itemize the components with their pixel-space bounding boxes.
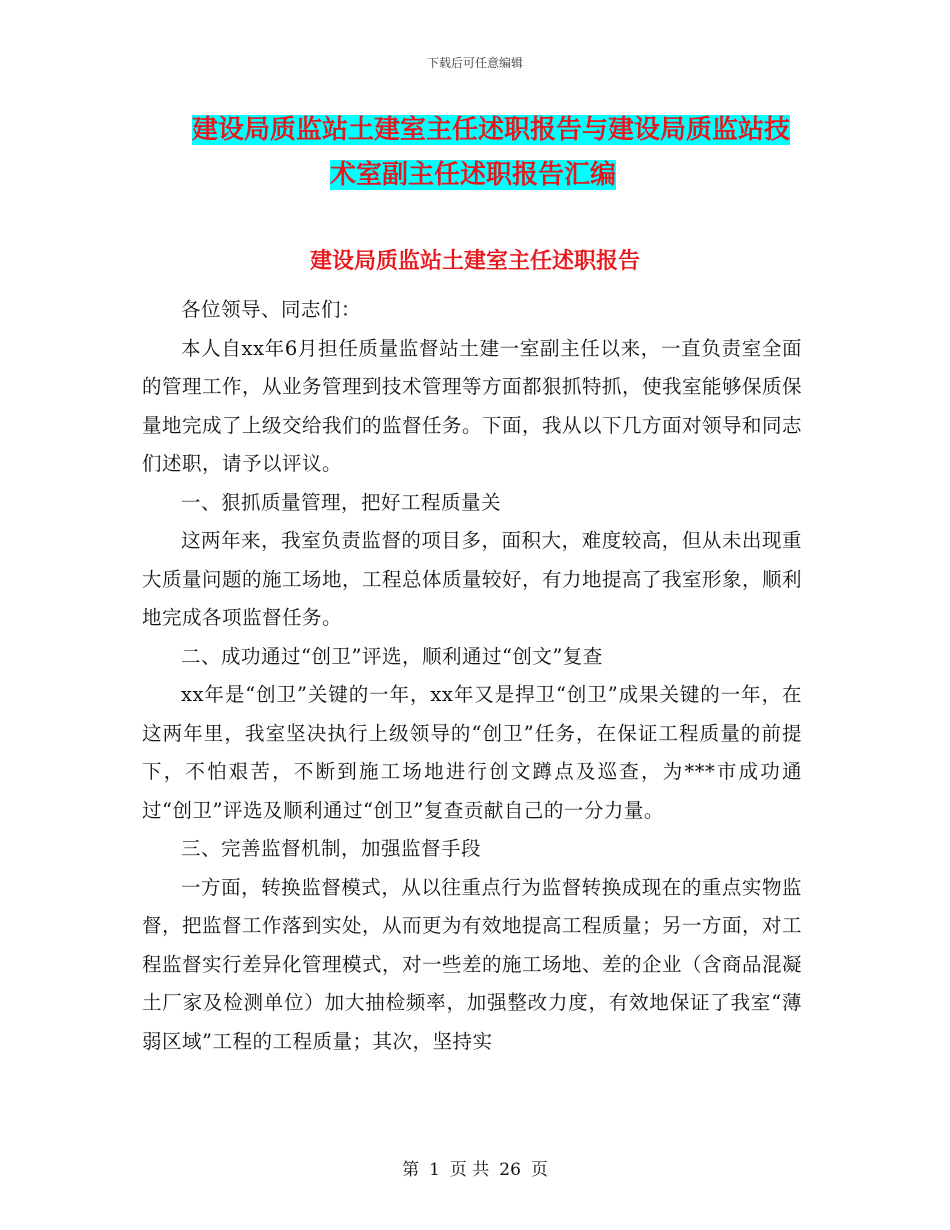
- heading-two: 二、成功通过“创卫”评选，顺利通过“创文”复查: [181, 644, 603, 668]
- document-title: [192, 108, 812, 198]
- heading-three: 三、完善监督机制，加强监督手段: [181, 837, 482, 860]
- paragraph-two: xx年是“创卫”关键的一年，xx年又是捍卫“创卫”成果关键的一年，在这两年里，我室坚决执行上级领导的“创卫”任务，在保证工程质量的前提下，不怕艰苦，不断到施工场地进行创文蹲点及巡查，为***市成功通过“创卫”评选及顺利通过“创卫”复查贡献自己的一分力量。: [142, 683, 802, 822]
- paragraph-one: 这两年来，我室负责监督的项目多，面积大，难度较高，但从未出现重大质量问题的施工场地，工程总体质量较好，有力地提高了我室形象，顺利地完成各项监督任务。: [142, 529, 803, 629]
- footer-prefix: 第: [402, 1160, 420, 1180]
- heading-one: 一、狠抓质量管理，把好工程质量关: [181, 490, 502, 514]
- salutation: 各位领导、同志们：: [181, 298, 362, 321]
- header-note: 下载后可任意编辑: [426, 56, 523, 70]
- total-pages: 26: [499, 1160, 521, 1180]
- report-body: [142, 291, 802, 1061]
- intro-paragraph: 本人自xx年6月担任质量监督站土建一室副主任以来，一直负责室全面的管理工作，从业务管理到技术管理等方面都狠抓特抓，使我室能够保质保量地完成了上级交给我们的监督任务。下面，我从以下几方面对领导和同志们述职，请予以评议。: [142, 336, 803, 475]
- section-title: 建设局质监站土建室主任述职报告: [309, 249, 640, 274]
- paragraph-three: 一方面，转换监督模式，从以往重点行为监督转换成现在的重点实物监督，把监督工作落到实处，从而更为有效地提高工程质量；另一方面，对工程监督实行差异化管理模式，对一些差的施工场地、差的企业（含商品混凝土厂家及检测单位）加大抽检频率，加强整改力度，有效地保证了我室“薄弱区域”工程的工程质量；其次，坚持实: [142, 875, 803, 1053]
- footer-middle: 页 共: [449, 1160, 490, 1180]
- page-number: 1: [429, 1160, 440, 1180]
- footer-suffix: 页: [530, 1160, 548, 1180]
- title-line-1-text: 建设局质监站土建室主任述职报告与建设局质监站技: [192, 115, 791, 145]
- document-title-line-2: [192, 153, 812, 198]
- document-title-line-1: [192, 108, 812, 153]
- page-footer: [0, 1155, 950, 1180]
- title-line-2-text: 术室副主任述职报告汇编: [330, 160, 617, 190]
